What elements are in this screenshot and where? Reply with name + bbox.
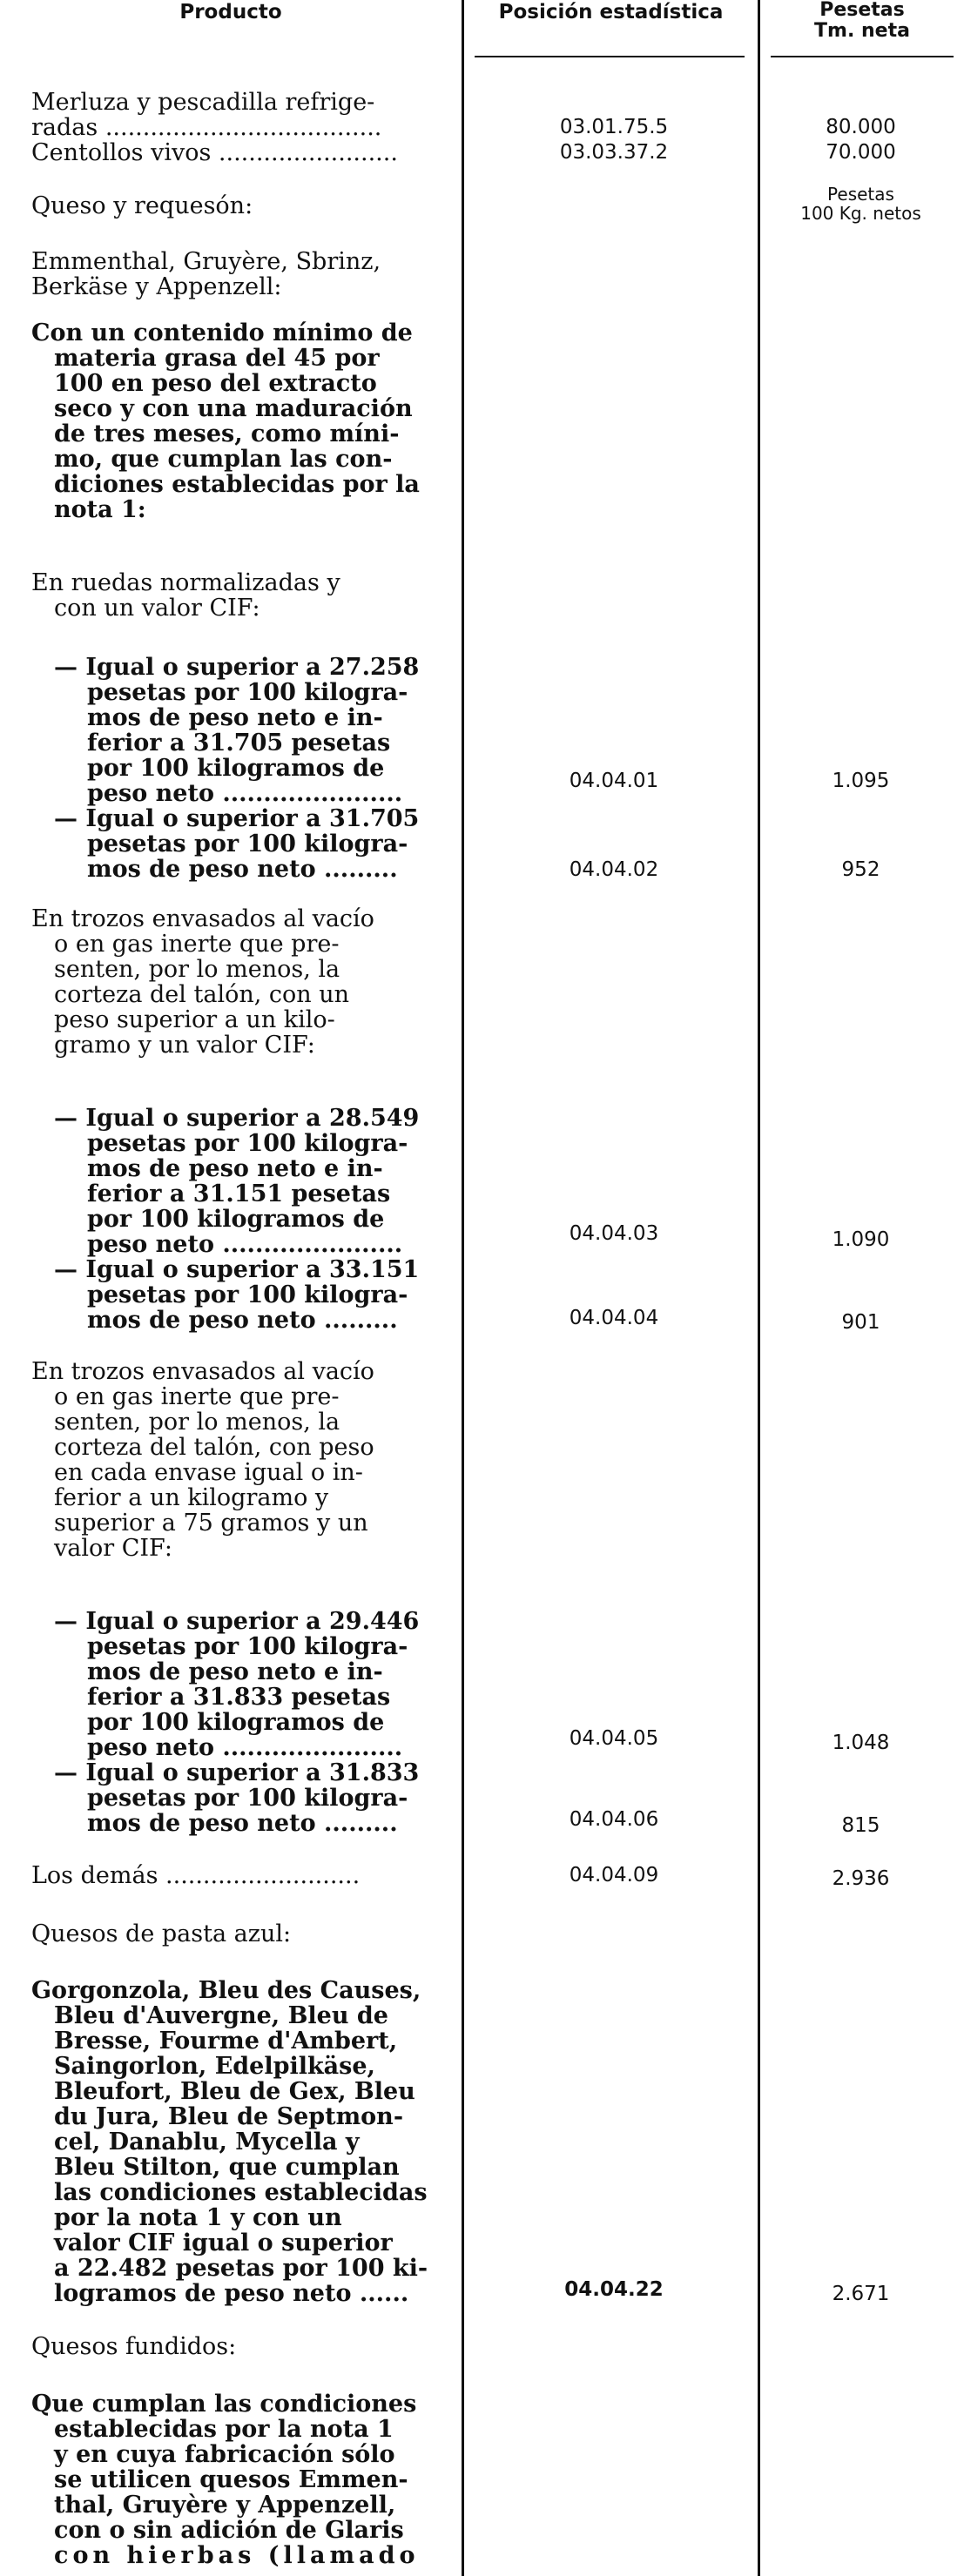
- contenido-paragraph: [31, 320, 448, 522]
- ruedas-item-2-value: 952: [841, 858, 880, 881]
- trozos1-item-1-value: 1.090: [832, 1228, 890, 1251]
- text-line: gramo y un valor CIF:: [54, 1032, 315, 1058]
- text-line: pesetas por 100 kilogra-: [87, 1786, 408, 1811]
- text-line: ferior a un kilogramo y: [54, 1485, 329, 1510]
- trozos2-item-1: [54, 1609, 448, 1760]
- text-line: diciones establecidas por la: [54, 472, 420, 497]
- ruedas-heading: [31, 570, 448, 621]
- trozos2-item-2-position: 04.04.06: [569, 1808, 659, 1831]
- text-line: valor CIF igual o superior: [54, 2230, 393, 2256]
- fundidos-heading: Quesos fundidos:: [31, 2333, 237, 2360]
- trozos1-item-2: [54, 1257, 448, 1333]
- header-producto: Producto: [179, 1, 282, 24]
- text-line: Centollos vivos ........................: [31, 140, 398, 165]
- text-line: corteza del talón, con un: [54, 982, 350, 1007]
- trozos1-item-2-position: 04.04.04: [569, 1307, 659, 1329]
- text-line: por la nota 1 y con un: [54, 2205, 342, 2230]
- text-line: senten, por lo menos, la: [54, 957, 340, 982]
- text-line: Bleu d'Auvergne, Bleu de: [54, 2003, 388, 2028]
- azul-heading: Quesos de pasta azul:: [31, 1920, 292, 1947]
- text-line: En ruedas normalizadas y: [31, 570, 340, 595]
- trozos1-item-1-position: 04.04.03: [569, 1222, 659, 1245]
- trozos1-item-1: [54, 1106, 448, 1257]
- text-line: pesetas por 100 kilogra-: [87, 1282, 408, 1308]
- row-centollos-desc: [31, 140, 448, 165]
- header-pesetas-line2: Tm. neta: [814, 20, 910, 42]
- trozos2-heading: [31, 1359, 448, 1561]
- text-line: mos de peso neto e in-: [87, 1156, 383, 1181]
- text-line: superior a 75 gramos y un: [54, 1510, 368, 1536]
- text-line: Berkäse y Appenzell:: [31, 274, 282, 299]
- text-line: en cada envase igual o in-: [54, 1460, 363, 1485]
- text-line: seco y con una maduración: [54, 396, 413, 421]
- text-line: pesetas por 100 kilogra-: [87, 831, 408, 857]
- text-line: ferior a 31.151 pesetas: [87, 1181, 391, 1207]
- text-line: — Igual o superior a 31.705: [54, 806, 420, 831]
- text-line: Merluza y pescadilla refrige-: [31, 90, 375, 115]
- los-demas-label: Los demás ..........................: [31, 1862, 361, 1889]
- header-pesetas: [760, 0, 964, 42]
- text-line: a 22.482 pesetas por 100 ki-: [54, 2256, 428, 2281]
- column-rule-2: [758, 0, 760, 2576]
- ruedas-item-2: [54, 806, 448, 882]
- text-line: — Igual o superior a 33.151: [54, 1257, 420, 1282]
- header-posicion: Posición estadística: [498, 1, 724, 24]
- sub-header-pesetas: [758, 185, 964, 223]
- text-line: por 100 kilogramos de: [87, 1207, 385, 1232]
- sub-header-line1: Pesetas: [827, 184, 894, 205]
- text-line: Emmenthal, Gruyère, Sbrinz,: [31, 249, 381, 274]
- text-line: ferior a 31.833 pesetas: [87, 1685, 391, 1710]
- text-line: Saingorlon, Edelpilkäse,: [54, 2054, 375, 2079]
- row-merluza-desc: [31, 90, 448, 140]
- header-pesetas-line1: Pesetas: [819, 0, 905, 21]
- text-line: peso neto ......................: [87, 1232, 403, 1257]
- text-line: — Igual o superior a 28.549: [54, 1106, 420, 1131]
- text-line: las condiciones establecidas: [54, 2180, 428, 2205]
- text-line: Que cumplan las condiciones: [31, 2391, 417, 2417]
- text-line: senten, por lo menos, la: [54, 1409, 340, 1435]
- text-line: establecidas por la nota 1: [54, 2417, 394, 2442]
- emmental-heading: [31, 249, 448, 299]
- text-line: En trozos envasados al vacío: [31, 906, 374, 932]
- trozos2-item-2: [54, 1760, 448, 1836]
- ruedas-item-2-position: 04.04.02: [569, 858, 659, 881]
- text-line: logramos de peso neto ......: [54, 2281, 409, 2306]
- ruedas-item-1-value: 1.095: [832, 770, 890, 792]
- text-line: — Igual o superior a 31.833: [54, 1760, 420, 1786]
- text-line: Gorgonzola, Bleu des Causes,: [31, 1978, 421, 2003]
- text-line: o en gas inerte que pre-: [54, 932, 340, 957]
- trozos1-item-2-value: 901: [841, 1311, 880, 1334]
- text-line: por 100 kilogramos de: [87, 756, 385, 781]
- text-line: valor CIF:: [54, 1536, 172, 1561]
- text-line: peso neto ......................: [87, 781, 403, 806]
- trozos2-item-1-position: 04.04.05: [569, 1727, 659, 1750]
- gorgonzola-value: 2.671: [832, 2283, 890, 2305]
- text-line: con un valor CIF:: [54, 595, 260, 621]
- ruedas-item-1-position: 04.04.01: [569, 770, 659, 792]
- text-line: peso neto ......................: [87, 1735, 403, 1760]
- los-demas-value: 2.936: [832, 1867, 890, 1890]
- text-line: mos de peso neto .........: [87, 857, 398, 882]
- text-line: se utilicen quesos Emmen-: [54, 2467, 408, 2492]
- text-line: con o sin adición de Glaris: [54, 2518, 404, 2543]
- text-line: pesetas por 100 kilogra-: [87, 1131, 408, 1156]
- ruedas-item-1: [54, 655, 448, 806]
- text-line: por 100 kilogramos de: [87, 1710, 385, 1735]
- text-line: de tres meses, como míni-: [54, 421, 400, 447]
- text-line: con hierbas (llamado: [54, 2543, 420, 2568]
- text-line: Bresse, Fourme d'Ambert,: [54, 2028, 398, 2054]
- text-line: 100 en peso del extracto: [54, 371, 377, 396]
- sub-header-line2: 100 Kg. netos: [800, 203, 921, 224]
- header-underline-pts: [771, 56, 954, 57]
- text-line: pesetas por 100 kilogra-: [87, 1634, 408, 1659]
- text-line: mos de peso neto .........: [87, 1811, 398, 1836]
- fundidos-paragraph: [31, 2391, 448, 2568]
- text-line: y en cuya fabricación sólo: [54, 2442, 395, 2467]
- text-line: ferior a 31.705 pesetas: [87, 730, 391, 756]
- trozos1-heading: [31, 906, 448, 1058]
- text-line: Bleufort, Bleu de Gex, Bleu: [54, 2079, 415, 2104]
- text-line: radas .....................................: [31, 115, 382, 140]
- text-line: cel, Danablu, Mycella y: [54, 2129, 360, 2155]
- row-centollos-value: 70.000: [826, 141, 896, 164]
- text-line: Bleu Stilton, que cumplan: [54, 2155, 400, 2180]
- los-demas-position: 04.04.09: [569, 1864, 659, 1887]
- text-line: mos de peso neto .........: [87, 1308, 398, 1333]
- column-rule-1: [462, 0, 464, 2576]
- row-merluza-position: 03.01.75.5: [559, 116, 669, 138]
- text-line: — Igual o superior a 27.258: [54, 655, 420, 680]
- text-line: corteza del talón, con peso: [54, 1435, 374, 1460]
- text-line: materia grasa del 45 por: [54, 346, 380, 371]
- text-line: En trozos envasados al vacío: [31, 1359, 374, 1384]
- row-merluza-value: 80.000: [826, 116, 896, 138]
- gorgonzola-position: 04.04.22: [564, 2278, 664, 2301]
- text-line: thal, Gruyère y Appenzell,: [54, 2492, 396, 2518]
- queso-heading: Queso y requesón:: [31, 192, 253, 219]
- text-line: mos de peso neto e in-: [87, 1659, 383, 1685]
- text-line: du Jura, Bleu de Septmon-: [54, 2104, 404, 2129]
- trozos2-item-2-value: 815: [841, 1814, 880, 1837]
- trozos2-item-1-value: 1.048: [832, 1732, 890, 1754]
- text-line: peso superior a un kilo-: [54, 1007, 335, 1032]
- text-line: mos de peso neto e in-: [87, 705, 383, 730]
- gorgonzola-paragraph: [31, 1978, 448, 2306]
- header-underline-pos: [475, 56, 745, 57]
- text-line: — Igual o superior a 29.446: [54, 1609, 420, 1634]
- text-line: mo, que cumplan las con-: [54, 447, 393, 472]
- row-centollos-position: 03.03.37.2: [559, 141, 669, 164]
- text-line: o en gas inerte que pre-: [54, 1384, 340, 1409]
- text-line: nota 1:: [54, 497, 146, 522]
- text-line: Con un contenido mínimo de: [31, 320, 413, 346]
- text-line: pesetas por 100 kilogra-: [87, 680, 408, 705]
